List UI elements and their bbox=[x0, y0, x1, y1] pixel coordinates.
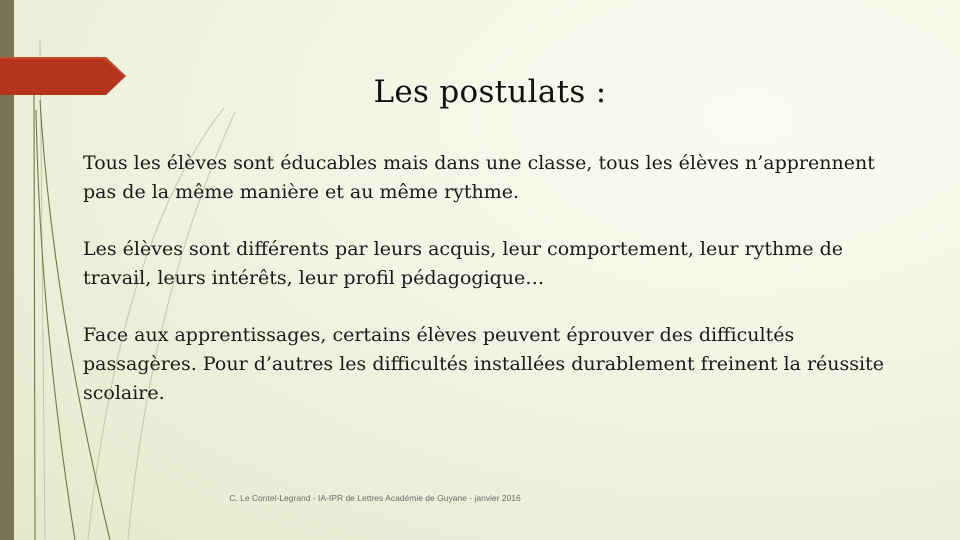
paragraph-3: Face aux apprentissages, certains élèves peuvent éprouver des difficultés passagères. Pour d’autres les difficultés installées durablement freinent la réussite scolaire. bbox=[83, 324, 884, 404]
paragraph-2: Les élèves sont différents par leurs acquis, leur comportement, leur rythme de travail, leurs intérêts, leur profil pédagogique… bbox=[83, 238, 843, 289]
paragraph-1: Tous les élèves sont éducables mais dans une classe, tous les élèves n’apprennent pas de la même manière et au même rythme. bbox=[83, 152, 875, 203]
accent-arrow-tab bbox=[0, 57, 126, 95]
slide-title: Les postulats : bbox=[373, 74, 607, 110]
slide-footer: C. Le Contel-Legrand - IA-IPR de Lettres Académie de Guyane - janvier 2016 bbox=[229, 493, 521, 503]
